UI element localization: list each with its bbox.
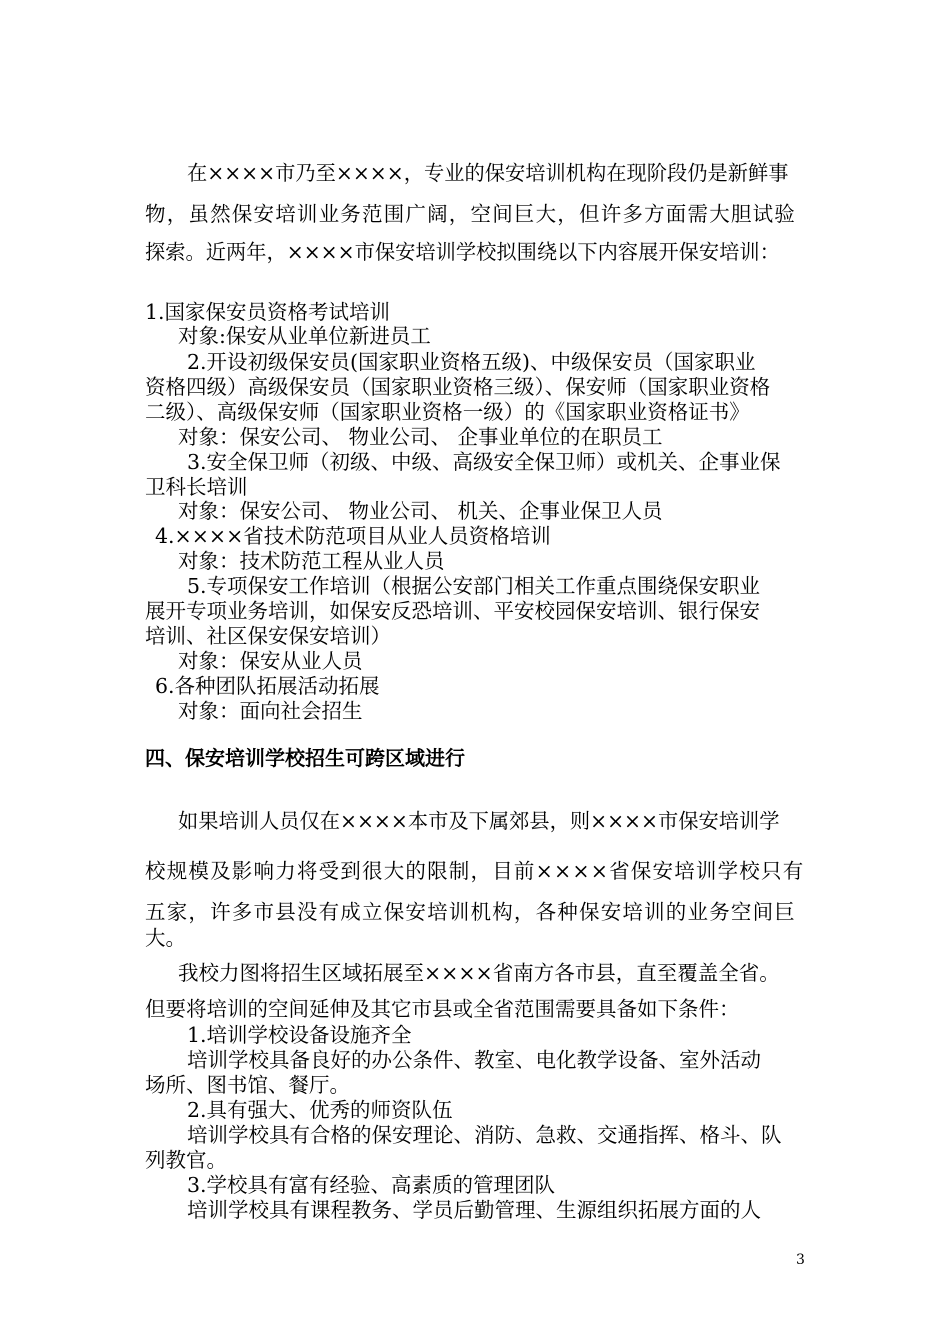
section-heading: 四、保安培训学校招生可跨区域进行	[145, 746, 465, 770]
intro-line-2: 物，虽然保安培训业务范围广阔，空间巨大，但许多方面需大胆试验	[145, 202, 796, 226]
list-item-6-target: 对象：面向社会招生	[178, 699, 363, 723]
section4-para2-line-2: 但要将培训的空间延伸及其它市县或全省范围需要具备如下条件：	[145, 997, 740, 1021]
condition-3-title: 3.学校具有富有经验、高素质的管理团队	[187, 1173, 556, 1197]
list-item-5-line-2: 展开专项业务培训，如保安反恐培训、平安校园保安培训、银行保安	[145, 599, 760, 623]
section4-para1-line-4: 大。	[145, 926, 186, 950]
condition-3-body-line-1: 培训学校具有课程教务、学员后勤管理、生源组织拓展方面的人	[187, 1198, 761, 1222]
intro-line-1: 在××××市乃至××××，专业的保安培训机构在现阶段仍是新鲜事	[187, 161, 789, 185]
section4-para1-line-2: 校规模及影响力将受到很大的限制，目前××××省保安培训学校只有	[145, 859, 805, 883]
section4-para1-line-1: 如果培训人员仅在××××本市及下属郊县，则××××市保安培训学	[178, 809, 780, 833]
list-item-4: 4.××××省技术防范项目从业人员资格培训	[155, 524, 551, 548]
condition-1-title: 1.培训学校设备设施齐全	[187, 1023, 412, 1047]
list-item-2-line-1: 2.开设初级保安员(国家职业资格五级)、中级保安员（国家职业	[187, 350, 756, 374]
condition-1-body-line-1: 培训学校具备良好的办公条件、教室、电化教学设备、室外活动	[187, 1048, 761, 1072]
list-item-5-line-3: 培训、社区保安保安培训）	[145, 624, 391, 648]
list-item-5-target: 对象：保安从业人员	[178, 649, 363, 673]
list-item-3-target: 对象：保安公司、 物业公司、 机关、企事业保卫人员	[178, 499, 663, 523]
list-item-2-target: 对象：保安公司、 物业公司、 企事业单位的在职员工	[178, 425, 663, 449]
section4-para2-line-1: 我校力图将招生区域拓展至××××省南方各市县，直至覆盖全省。	[178, 961, 780, 985]
list-item-1: 1.国家保安员资格考试培训	[145, 300, 391, 324]
condition-2-body-line-2: 列教官。	[145, 1148, 227, 1172]
list-item-3-line-1: 3.安全保卫师（初级、中级、高级安全保卫师）或机关、企事业保	[187, 450, 781, 474]
list-item-1-target: 对象:保安从业单位新进员工	[178, 324, 431, 348]
condition-2-body-line-1: 培训学校具有合格的保安理论、消防、急救、交通指挥、格斗、队	[187, 1123, 782, 1147]
condition-1-body-line-2: 场所、图书馆、餐厅。	[145, 1073, 350, 1097]
condition-2-title: 2.具有强大、优秀的师资队伍	[187, 1098, 453, 1122]
page-number: 3	[796, 1252, 805, 1268]
list-item-6: 6.各种团队拓展活动拓展	[155, 674, 380, 698]
list-item-3-line-2: 卫科长培训	[145, 475, 248, 499]
intro-line-3: 探索。近两年，××××市保安培训学校拟围绕以下内容展开保安培训：	[145, 240, 780, 264]
list-item-2-line-2: 资格四级）高级保安员（国家职业资格三级）、保安师（国家职业资格	[145, 375, 771, 399]
list-item-2-line-3: 二级）、高级保安师（国家职业资格一级）的《国家职业资格证书》	[145, 400, 750, 424]
section4-para1-line-3: 五家，许多市县没有成立保安培训机构，各种保安培训的业务空间巨	[145, 900, 796, 924]
list-item-5-line-1: 5.专项保安工作培训（根据公安部门相关工作重点围绕保安职业	[187, 574, 761, 598]
list-item-4-target: 对象：技术防范工程从业人员	[178, 549, 445, 573]
